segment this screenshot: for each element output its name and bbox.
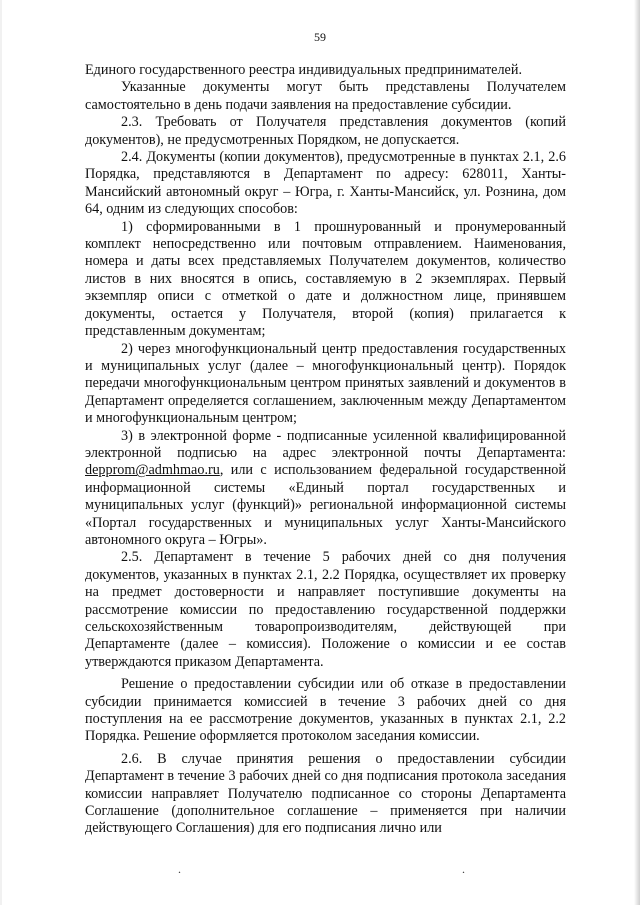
method-3-text-end: , или с использованием федеральной государственной информационной системы «Единый портал государственных и муниципальных услуг (функций)» региональной информационной системы «Портал государственных и муниципальных услуг Ханты-Мансийского автономного округа – Югры». — [85, 462, 566, 548]
paragraph-2-6: 2.6. В случае принятия решения о предоставлении субсидии Департамент в течение 3 рабочих дней со дня подписания протокола заседания комиссии направляет Получателю подписанное со стороны Департамента Соглашение (дополнительное соглашение – применяется при наличии действующего Соглашения) для его подписания лично или — [85, 750, 566, 837]
paragraph-method-1: 1) сформированными в 1 прошнурованный и пронумерованный комплект непосредственно или почтовым отправлением. Наименования, номера и даты всех представляемых Получателем документов, количество листов в них вносятся в опись, составляемую в 2 экземплярах. Первый экземпляр описи с отметкой о дате и должностном лице, принявшем документы, остается у Получателя, второй (копия) прилагается к представленным документам; — [85, 218, 566, 340]
page-number: 59 — [314, 30, 326, 44]
paragraph-documents-submitted-independently: Указанные документы могут быть представлены Получателем самостоятельно в день подачи заявления на предоставление субсидии. — [85, 79, 566, 113]
paragraph-2-5: 2.5. Департамент в течение 5 рабочих дней со дня получения документов, указанных в пунктах 2.1, 2.2 Порядка, осуществляет их проверку на предмет достоверности и направляет поступившие документы на рассмотрение комиссии по предоставлению государственной поддержки сельскохозяйственным товаропроизводителям, действующей при Департаменте (далее – комиссия). Положение о комиссии и ее состав утверждаются приказом Департамента. — [85, 549, 566, 670]
document-body — [85, 62, 566, 838]
paragraph-2-4: 2.4. Документы (копии документов), предусмотренные в пунктах 2.1, 2.6 Порядка, представляются в Департамент по адресу: 628011, Ханты-Мансийский автономный округ – Югра, г. Ханты-Мансийск, ул. Рознина, дом 64, одним из следующих способов: — [85, 149, 566, 218]
footer-mark-left: . — [178, 862, 181, 876]
footer-mark-right: . — [462, 862, 465, 876]
email-link[interactable]: depprom@admhmao.ru — [85, 462, 220, 479]
paragraph-method-3 — [85, 428, 566, 550]
paragraph-method-2: 2) через многофункциональный центр предоставления государственных и муниципальных услуг (далее – многофункциональный центр). Порядок передачи многофункциональным центром принятых заявлений и документов в Департамент определяется соглашением, заключенным между Департаментом и многофункциональным центром; — [85, 340, 566, 427]
scan-edge-left — [0, 0, 2, 905]
paragraph-commission-decision: Решение о предоставлении субсидии или об отказе в предоставлении субсидии принимается комиссией в течение 3 рабочих дней со дня поступления на ее рассмотрение документов, указанных в пунктах 2.1, 2.2 Порядка. Решение оформляется протоколом заседания комиссии. — [85, 676, 566, 745]
scan-edge-right — [634, 0, 640, 905]
method-3-text-start: 3) в электронной форме - подписанные усиленной квалифицированной электронной подписью на адрес электронной почты Департамента: — [85, 427, 566, 461]
paragraph-registry-continuation: Единого государственного реестра индивидуальных предпринимателей. — [85, 62, 522, 78]
paragraph-2-3: 2.3. Требовать от Получателя представления документов (копий документов), не предусмотренных Порядком, не допускается. — [85, 114, 566, 148]
